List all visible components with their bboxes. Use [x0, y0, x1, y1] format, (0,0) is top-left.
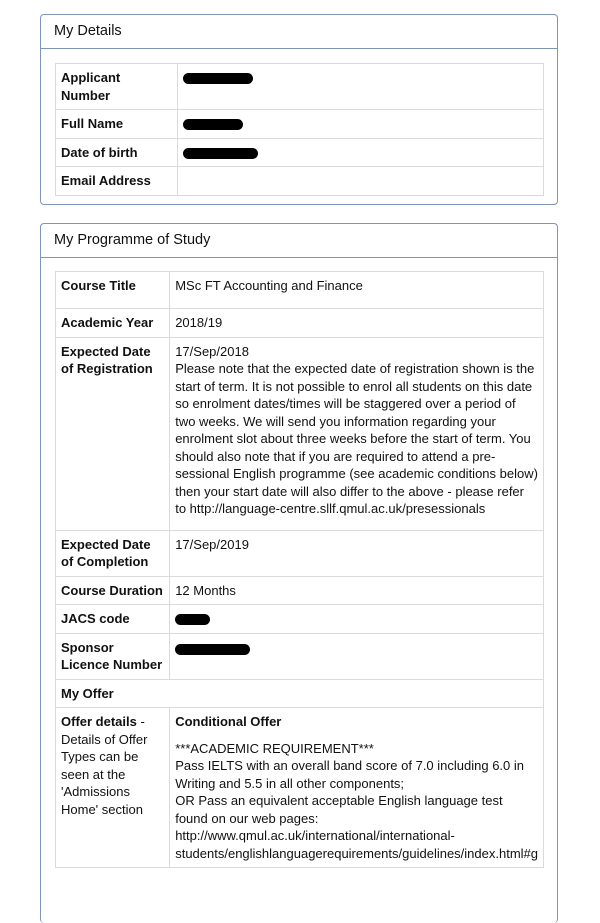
registration-row: [56, 337, 544, 530]
my-details-title: My Details: [41, 15, 557, 49]
registration-label: Expected Date of Registration: [56, 337, 170, 530]
academic-requirement-text: Pass IELTS with an overall band score of 7.0 including 6.0 in Writing and 5.5 in all other components; OR Pass an equivalent acceptable English language test found on our web pages: http://www.qmul.ac.uk/international/international-students/englishlanguagerequirements/guidelines/index.html#g: [175, 758, 538, 861]
course-title-row: [56, 272, 544, 309]
dob-label: Date of birth: [56, 138, 178, 167]
completion-value: 17/Sep/2019: [170, 530, 544, 576]
offer-heading: Conditional Offer: [175, 714, 282, 729]
sponsor-value: [170, 633, 544, 679]
jacs-label: JACS code: [56, 605, 170, 634]
full-name-label: Full Name: [56, 110, 178, 139]
redacted-dob: [183, 148, 258, 159]
sponsor-label: Sponsor Licence Number: [56, 633, 170, 679]
offer-details-note: - Details of Offer Types can be seen at the 'Admissions Home' section: [61, 714, 148, 817]
academic-year-label: Academic Year: [56, 309, 170, 338]
jacs-row: [56, 605, 544, 634]
registration-date: 17/Sep/2018: [175, 343, 249, 359]
programme-panel: [40, 223, 558, 923]
email-row: [56, 167, 544, 196]
dob-row: [56, 138, 544, 167]
redacted-applicant-number: [183, 73, 253, 84]
full-name-row: [56, 110, 544, 139]
registration-value: [170, 337, 544, 530]
academic-year-row: [56, 309, 544, 338]
completion-label: Expected Date of Completion: [56, 530, 170, 576]
course-title-label: Course Title: [56, 272, 170, 309]
redacted-sponsor-number: [175, 644, 250, 655]
sponsor-row: [56, 633, 544, 679]
offer-details-title: Offer details: [61, 714, 137, 729]
applicant-number-label: Applicant Number: [56, 64, 178, 110]
completion-row: [56, 530, 544, 576]
applicant-number-value: [178, 64, 544, 110]
programme-title: My Programme of Study: [41, 224, 557, 258]
offer-section-row: [56, 679, 544, 708]
redacted-full-name: [183, 119, 243, 130]
programme-table: [55, 271, 544, 868]
applicant-number-row: [56, 64, 544, 110]
offer-details-value: [170, 708, 544, 868]
dob-value: [178, 138, 544, 167]
offer-section-label: My Offer: [56, 679, 544, 708]
email-label: Email Address: [56, 167, 178, 196]
duration-label: Course Duration: [56, 576, 170, 605]
duration-row: [56, 576, 544, 605]
offer-details-label: [56, 708, 170, 868]
offer-details-row: [56, 708, 544, 868]
registration-note: Please note that the expected date of registration shown is the start of term. It is not possible to enrol all students on this date so enrolment dates/times will be staggered over a period of two weeks. We will send you information regarding your enrolment slot about three weeks before the start of term. You should also note that if you are required to attend a pre-sessional English programme (see academic conditions below) then your start date will also differ to the above - please refer to http://language-centre.sllf.qmul.ac.uk/presessionals: [175, 361, 538, 516]
course-title-value: MSc FT Accounting and Finance: [170, 272, 544, 309]
academic-year-value: 2018/19: [170, 309, 544, 338]
duration-value: 12 Months: [170, 576, 544, 605]
academic-requirement-heading: ***ACADEMIC REQUIREMENT***: [175, 740, 374, 756]
jacs-value: [170, 605, 544, 634]
my-details-panel: [40, 14, 558, 205]
email-value: [178, 167, 544, 196]
redacted-jacs-code: [175, 614, 210, 625]
my-details-table: [55, 63, 544, 196]
full-name-value: [178, 110, 544, 139]
